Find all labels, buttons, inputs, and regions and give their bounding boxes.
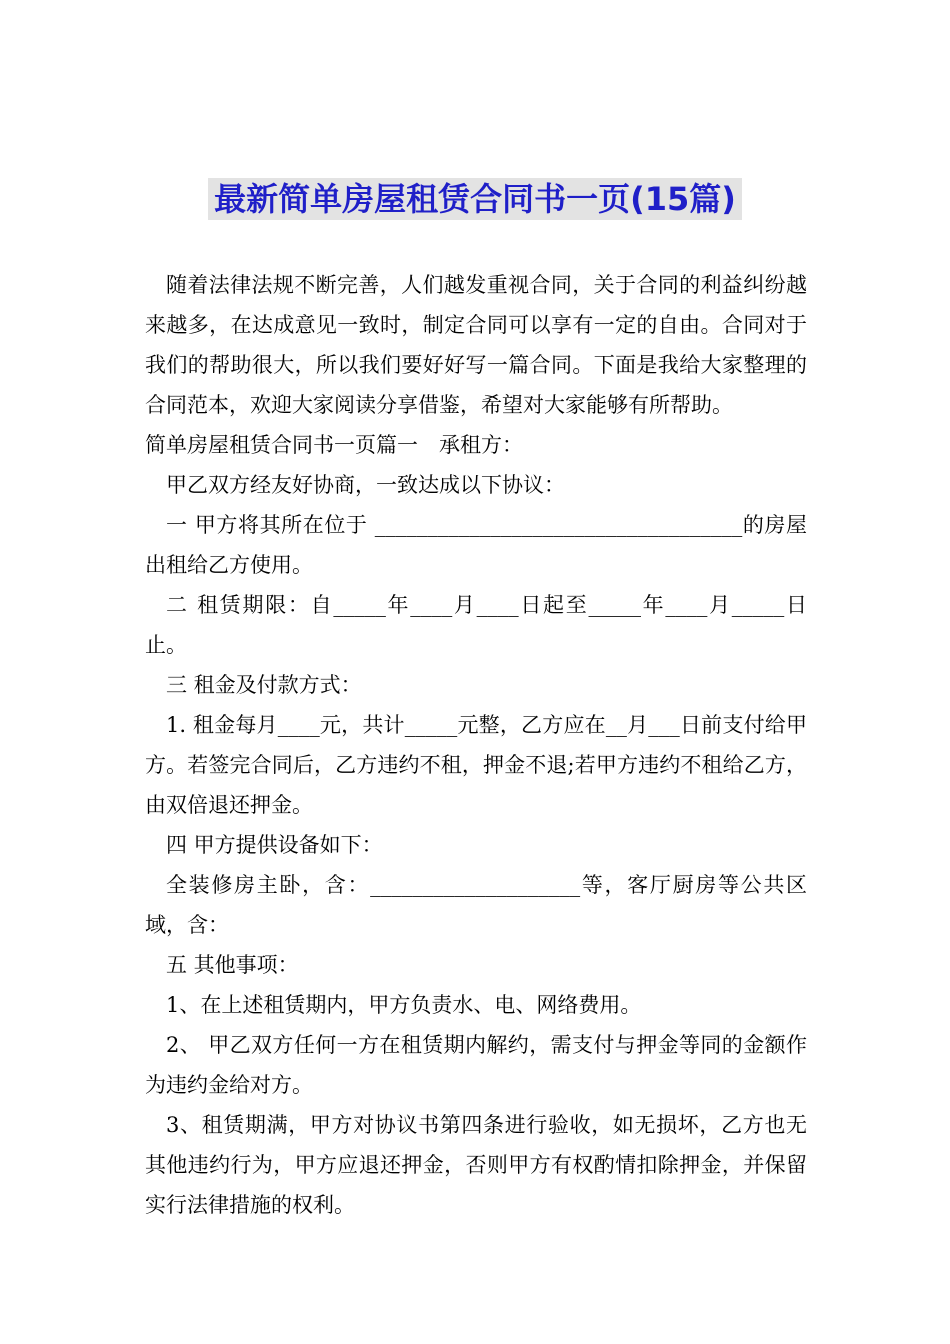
agreement-paragraph: 甲乙双方经友好协商，一致达成以下协议： — [166, 473, 565, 497]
clause-1: 一 甲方将其所在位于 ___________________________________的房屋出租给乙方使用。 — [145, 513, 807, 577]
section-heading: 简单房屋租赁合同书一页篇一 承租方： — [145, 433, 523, 457]
clause-3: 三 租金及付款方式： — [166, 673, 362, 697]
title-area — [0, 178, 950, 220]
clause-3-1: 1. 租金每月____元，共计_____元整，乙方应在__月___日前支付给甲方。若签完合同后，乙方违约不租，押金不退;若甲方违约不租给乙方，由双倍退还押金。 — [145, 713, 807, 817]
clause-5-1: 1、在上述租赁期内，甲方负责水、电、网络费用。 — [166, 993, 642, 1017]
intro-paragraph: 随着法律法规不断完善，人们越发重视合同，关于合同的利益纠纷越来越多，在达成意见一致时，制定合同可以享有一定的自由。合同对于我们的帮助很大，所以我们要好好写一篇合同。下面是我给大家整理的合同范本，欢迎大家阅读分享借鉴，希望对大家能够有所帮助。 — [145, 273, 807, 417]
clause-2: 二 租赁期限：自_____年____月____日起至_____年____月_____日止。 — [145, 593, 807, 657]
clause-4: 四 甲方提供设备如下： — [166, 833, 383, 857]
clause-5-3: 3、租赁期满，甲方对协议书第四条进行验收，如无损坏，乙方也无其他违约行为，甲方应退还押金，否则甲方有权酌情扣除押金，并保留实行法律措施的权利。 — [145, 1113, 807, 1217]
clause-4-1: 全装修房主卧，含：____________________等，客厅厨房等公共区域，含： — [145, 873, 807, 937]
document-body — [145, 265, 807, 1225]
clause-5: 五 其他事项： — [166, 953, 299, 977]
page-title: 最新简单房屋租赁合同书一页(15篇) — [208, 178, 742, 220]
clause-5-2: 2、 甲乙双方任何一方在租赁期内解约，需支付与押金等同的金额作为违约金给对方。 — [145, 1033, 807, 1097]
